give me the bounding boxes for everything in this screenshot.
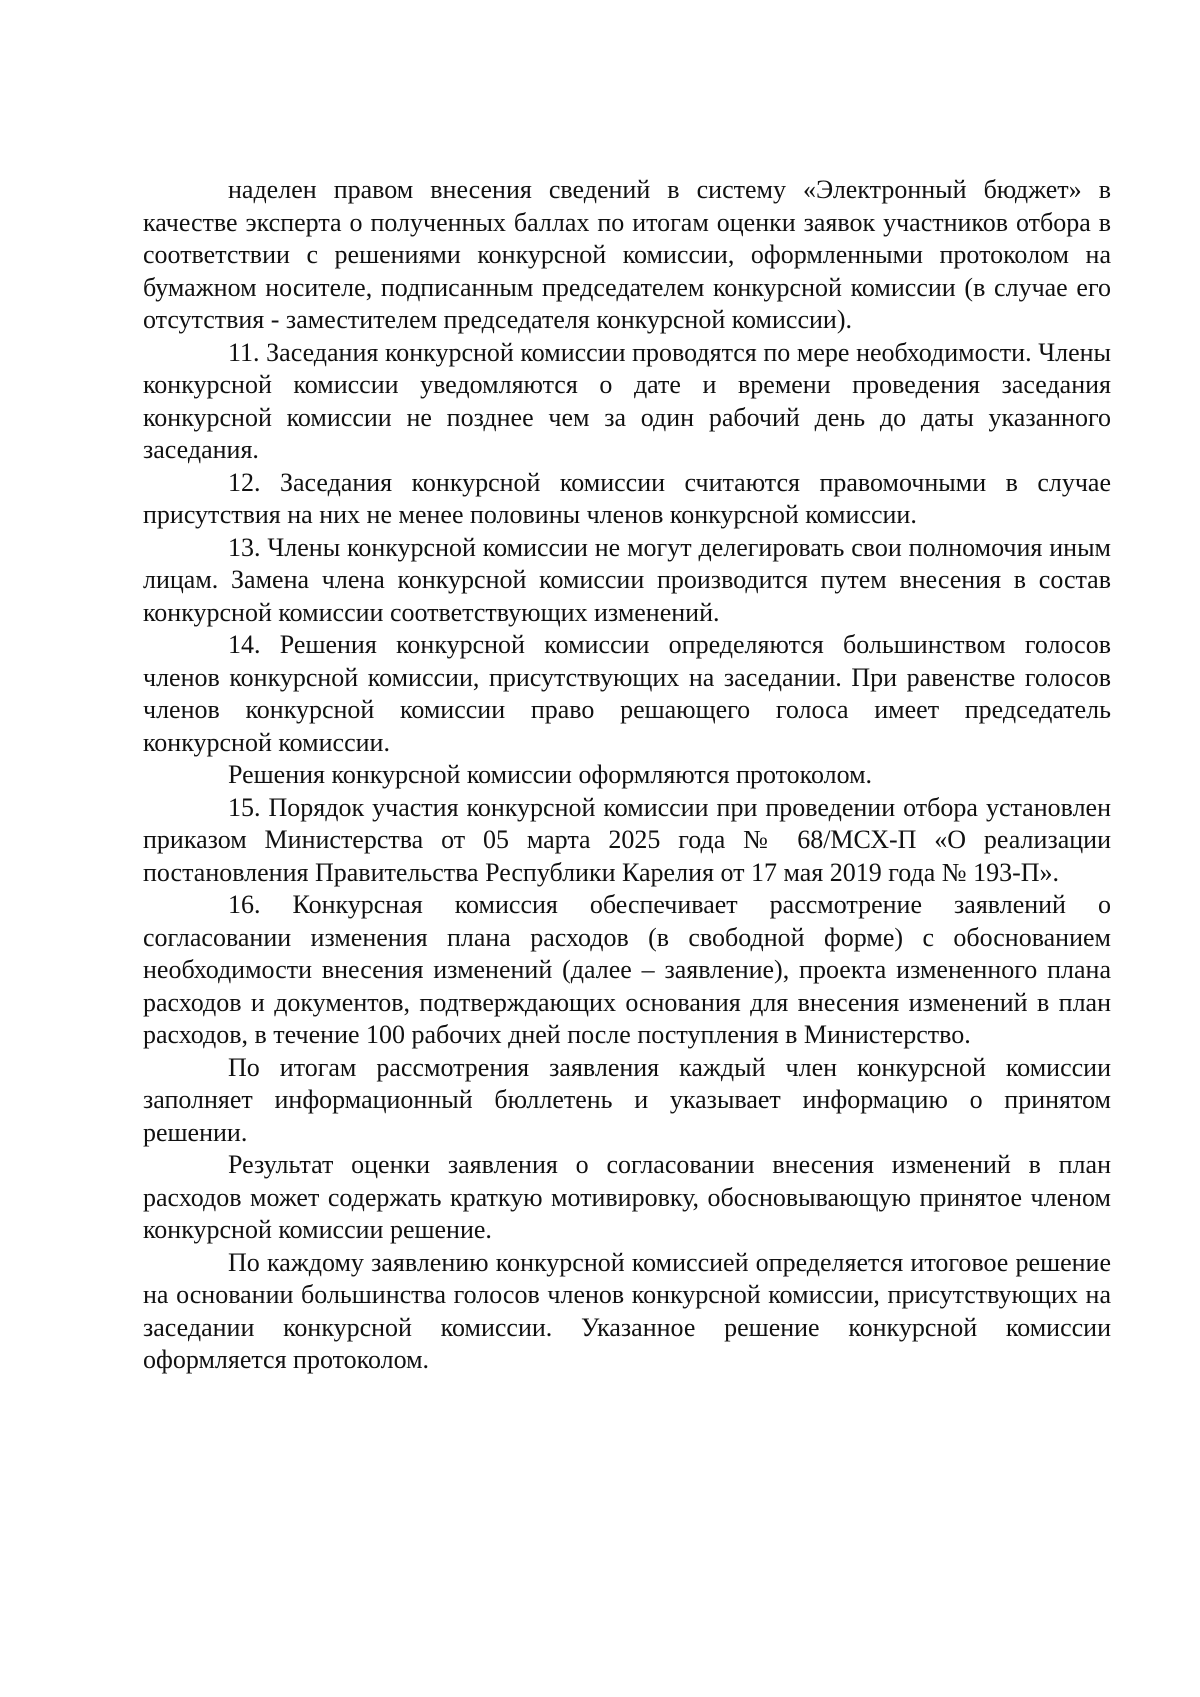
paragraph-item-16-bulletin: По итогам рассмотрения заявления каждый член конкурсной комиссии заполняет информационный бюллетень и указывает информацию о принятом решении. (143, 1052, 1111, 1147)
paragraph-continuation: наделен правом внесения сведений в систему «Электронный бюджет» в качестве эксперта о полученных баллах по итогам оценки заявок участников отбора в соответствии с решениями конкурсной комиссии, оформленными протоколом на бумажном носителе, подписанным председателем конкурсной комиссии (в случае его отсутствия - заместителем председателя конкурсной комиссии). (143, 175, 1111, 334)
paragraph-item-16: 16. Конкурсная комиссия обеспечивает рассмотрение заявлений о согласовании изменения плана расходов (в свободной форме) с обоснованием необходимости внесения изменений (далее – заявление), проекта измененного плана расходов и документов, подтверждающих основания для внесения изменений в план расходов, в течение 100 рабочих дней после поступления в Министерство. (143, 890, 1111, 1049)
paragraph-item-16-final: По каждому заявлению конкурсной комиссией определяется итоговое решение на основании большинства голосов членов конкурсной комиссии, присутствующих на заседании конкурсной комиссии. Указанное решение конкурсной комиссии оформляется протоколом. (143, 1247, 1111, 1374)
paragraph-item-13: 13. Члены конкурсной комиссии не могут делегировать свои полномочия иным лицам. Замена члена конкурсной комиссии производится путем внесения в состав конкурсной комиссии соответствующих изменений. (143, 532, 1111, 627)
document-body (143, 174, 1111, 1377)
paragraph-item-11: 11. Заседания конкурсной комиссии проводятся по мере необходимости. Члены конкурсной комиссии уведомляются о дате и времени проведения заседания конкурсной комиссии не позднее чем за один рабочий день до даты указанного заседания. (143, 337, 1111, 464)
paragraph-item-14: 14. Решения конкурсной комиссии определяются большинством голосов членов конкурсной комиссии, присутствующих на заседании. При равенстве голосов членов конкурсной комиссии право решающего голоса имеет председатель конкурсной комиссии. (143, 630, 1111, 757)
paragraph-item-15: 15. Порядок участия конкурсной комиссии при проведении отбора установлен приказом Министерства от 05 марта 2025 года № 68/МСХ-П «О реализации постановления Правительства Республики Карелия от 17 мая 2019 года № 193-П». (143, 792, 1111, 887)
paragraph-item-14-decisions: Решения конкурсной комиссии оформляются протоколом. (228, 760, 873, 789)
paragraph-item-16-result: Результат оценки заявления о согласовании внесения изменений в план расходов может содержать краткую мотивировку, обосновывающую принятое членом конкурсной комиссии решение. (143, 1150, 1111, 1244)
paragraph-item-12: 12. Заседания конкурсной комиссии считаются правомочными в случае присутствия на них не менее половины членов конкурсной комиссии. (143, 467, 1111, 529)
